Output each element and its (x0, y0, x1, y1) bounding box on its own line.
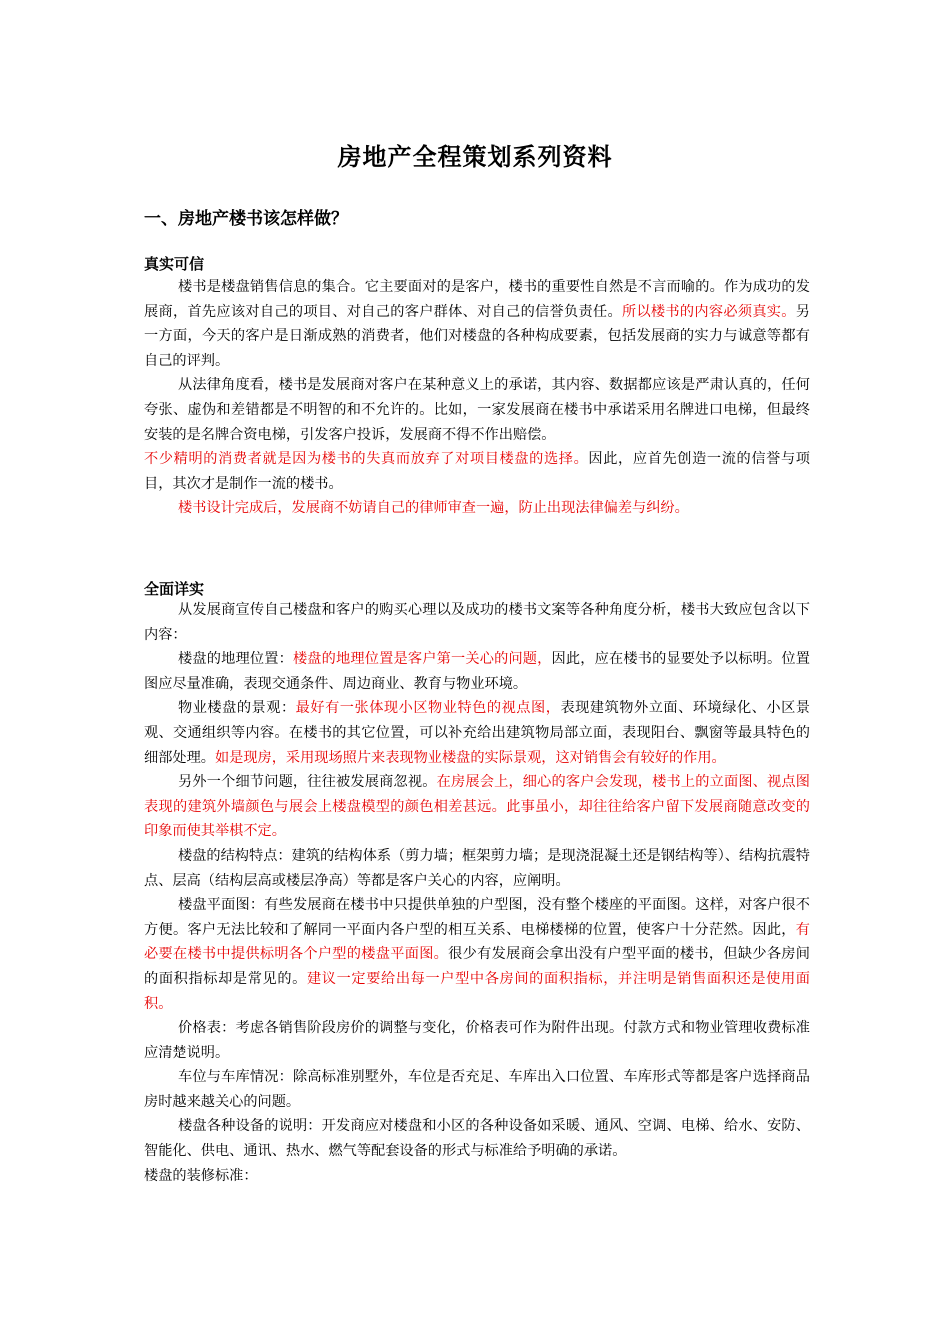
highlight-text: 在房展会上，细心的客户会发现，楼书上的立面图、视点图表现的建筑外墙颜色与展会上楼盘模型的颜色相差甚远。此事虽小，却往往给客户留下发展商随意改变的印象而使其举棋不定。 (144, 774, 810, 840)
highlight-text: 楼盘的地理位置是客户第一关心的问题， (292, 651, 552, 668)
text-run: 楼盘平面图：有些发展商在楼书中只提供单独的户型图，没有整个楼座的平面图。这样，对客户很不方便。客户无法比较和了解同一平面内各户型的相互关系、电梯楼梯的位置，使客户十分茫然。因此， (144, 897, 810, 938)
highlight-text: 建议一定要给出每一户型中各房间的面积指标，并注明是销售面积还是使用面积。 (144, 970, 810, 1012)
paragraph (144, 447, 810, 496)
paragraph (144, 275, 810, 373)
paragraph: 车位与车库情况：除高标准别墅外，车位是否充足、车库出入口位置、车库形式等都是客户选择商品房时越来越关心的问题。 (144, 1069, 810, 1110)
paragraph: 从法律角度看，楼书是发展商对客户在某种意义上的承诺，其内容、数据都应该是严肃认真的，任何夸张、虚伪和差错都是不明智的和不允许的。比如，一家发展商在楼书中承诺采用名牌进口电梯，但最终安装的是名牌合资电梯，引发客户投诉，发展商不得不作出赔偿。 (144, 377, 810, 443)
text-run: 物业楼盘的景观： (178, 700, 296, 717)
paragraph (144, 893, 810, 1016)
highlight-text: 如是现房，采用现场照片来表现物业楼盘的实际景观，这对销售会有较好的作用。 (214, 749, 726, 766)
subsection-heading-comprehensive: 全面详实 (144, 580, 205, 598)
text-run: 表现建筑物外立面、环境绿化、小区景观、交通组织等内容。在楼书的其它位置，可以补充给出建筑物局部立面，表现阳台、飘窗等最具特色的细部处理。 (144, 700, 810, 766)
text-run: 楼书是楼盘销售信息的集合。它主要面对的是客户，楼书的重要性自然是不言而喻的。作为成功的发展商，首先应该对自己的项目、对自己的客户群体、对自己的信誉负责任。 (144, 279, 810, 320)
document-title: 房地产全程策划系列资料 (337, 143, 613, 171)
highlight-paragraph: 楼书设计完成后，发展商不妨请自己的律师审查一遍，防止出现法律偏差与纠纷。 (178, 500, 689, 517)
paragraph: 楼盘的结构特点：建筑的结构体系（剪力墙；框架剪力墙；是现浇混凝土还是钢结构等）、结构抗震特点、层高（结构层高或楼层净高）等都是客户关心的内容，应阐明。 (144, 847, 810, 889)
text-run: 另外一个细节问题，往往被发展商忽视。 (178, 774, 437, 791)
section-comprehensive-body (144, 598, 810, 1188)
text-run: 因此，应在楼书的显要处予以标明。位置图应尽量准确，表现交通条件、周边商业、教育与物业环境。 (144, 651, 810, 692)
paragraph: 楼盘的装修标准： (144, 1167, 258, 1184)
highlight-text: 有必要在楼书中提供标明各个户型的楼盘平面图。 (144, 921, 810, 963)
paragraph: 价格表：考虑各销售阶段房价的调整与变化，价格表可作为附件出现。付款方式和物业管理收费标准应清楚说明。 (144, 1020, 810, 1061)
paragraph (144, 647, 810, 696)
paragraph: 从发展商宣传自己楼盘和客户的购买心理以及成功的楼书文案等各种角度分析，楼书大致应包含以下内容： (144, 602, 810, 643)
text-run: 楼盘的地理位置： (178, 651, 293, 668)
highlight-text: 不少精明的消费者就是因为楼书的失真而放弃了对项目楼盘的选择。 (144, 451, 589, 468)
paragraph (144, 770, 810, 844)
highlight-text: 所以楼书的内容必须真实。 (621, 303, 796, 320)
subsection-heading-authentic: 真实可信 (144, 255, 205, 273)
text-run: 很少有发展商会拿出没有户型平面的楼书，但缺少各房间的面积指标却是常见的。 (144, 946, 810, 987)
highlight-text: 最好有一张体现小区物业特色的视点图， (295, 700, 561, 717)
text-run: 因此，应首先创造一流的信誉与项目，其次才是制作一流的楼书。 (144, 451, 810, 492)
section-heading: 一、房地产楼书该怎样做？ (144, 209, 348, 229)
paragraph: 楼盘各种设备的说明：开发商应对楼盘和小区的各种设备如采暖、通风、空调、电梯、给水、安防、智能化、供电、通讯、热水、燃气等配套设备的形式与标准给予明确的承诺。 (144, 1118, 810, 1160)
section-authentic-body (144, 275, 810, 521)
paragraph (144, 696, 810, 770)
text-run: 另一方面，今天的客户是日渐成熟的消费者，他们对楼盘的各种构成要素，包括发展商的实力与诚意等都有自己的评判。 (144, 303, 810, 369)
